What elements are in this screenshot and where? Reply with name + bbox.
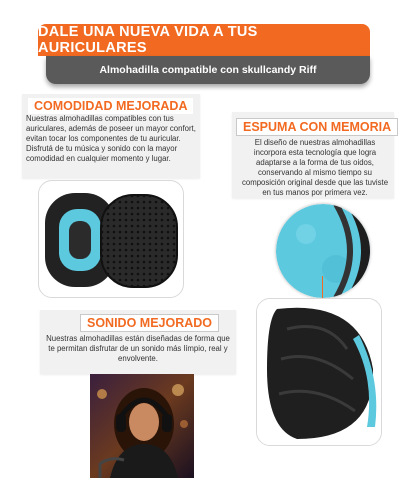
foam-closeup-photo bbox=[276, 204, 370, 298]
ear-pads-pair-icon bbox=[39, 181, 183, 297]
header-banner bbox=[38, 24, 370, 56]
pad-side-closeup-photo bbox=[256, 298, 382, 446]
woman-with-headphones-photo bbox=[90, 374, 194, 478]
sound-title: SONIDO MEJORADO bbox=[80, 314, 219, 332]
comfort-text: Nuestras almohadillas compatibles con tus auriculares, además de poseer un mayor confort, evitan tocar los componentes de tu auricular. Disfrutá de tu música y sonido con la mayor comodidad en cualquier momento y lugar. bbox=[26, 114, 196, 163]
ear-pads-pair-photo bbox=[38, 180, 184, 298]
comfort-title: COMODIDAD MEJORADA bbox=[28, 98, 193, 114]
memory-title: ESPUMA CON MEMORIA bbox=[236, 118, 398, 136]
sound-text: Nuestras almohadillas están diseñadas de forma que te permitan disfrutar de un sonido más límpio, real y envolvente. bbox=[46, 334, 230, 363]
subtitle-text: Almohadilla compatible con skullcandy Riff bbox=[99, 64, 317, 76]
foam-texture-icon bbox=[276, 204, 370, 298]
banner-title: DALE UNA NUEVA VIDA A TUS AURICULARES bbox=[38, 24, 258, 56]
memory-text: El diseño de nuestras almohadillas incorpora esta tecnología que logra adaptarse a la forma de tus oidos, conservando al mismo tiempo su composición original desde que las tuviste en tus manos por primera vez. bbox=[241, 138, 389, 197]
woman-headphones-icon bbox=[90, 374, 194, 478]
subtitle-bar bbox=[46, 56, 370, 84]
pad-side-icon bbox=[257, 299, 381, 445]
